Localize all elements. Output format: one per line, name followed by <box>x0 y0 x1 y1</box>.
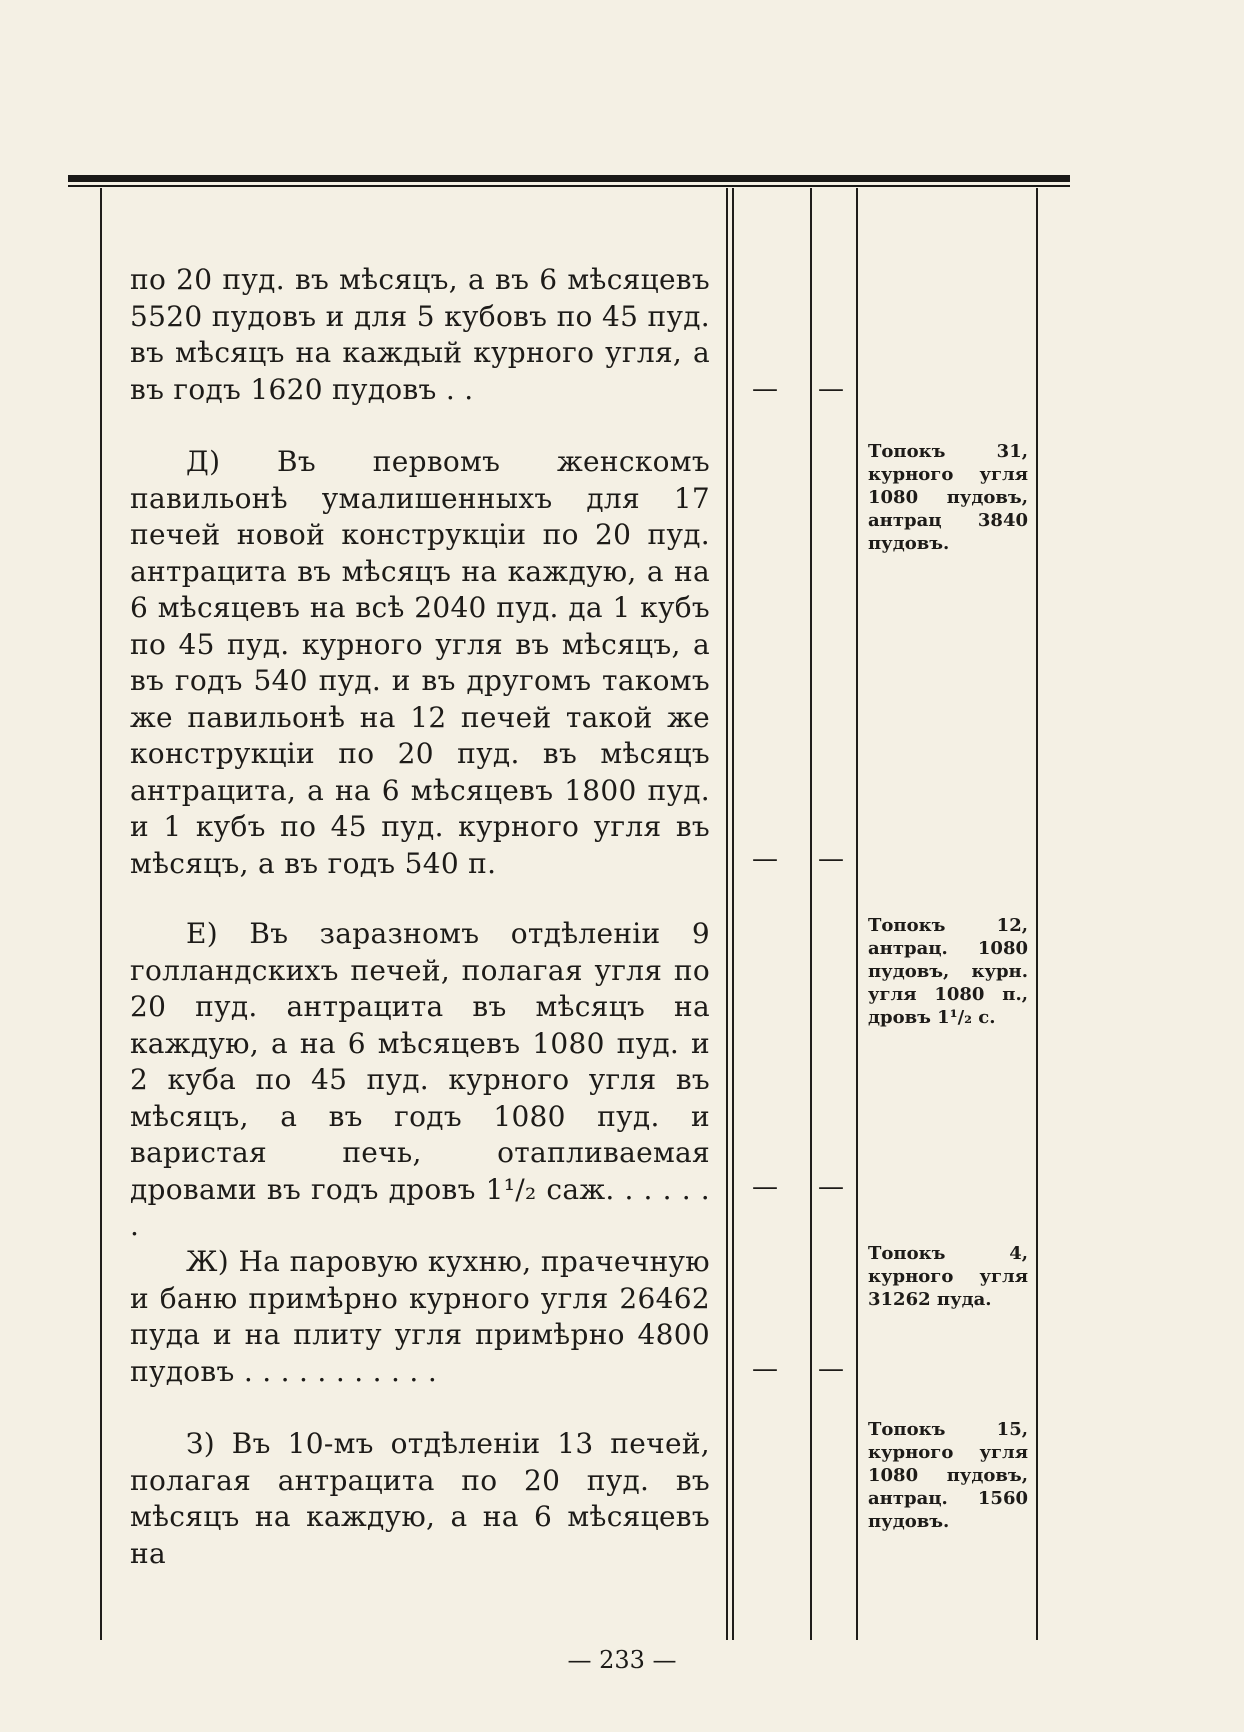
section-text: Ж) На паровую кухню, прачечную и баню примѣрно курного угля 26462 пуда и на плиту угля примѣрно 4800 пудовъ . . . . . . . . . . . <box>130 1245 710 1388</box>
margin-note-zh: Топокъ 4, курного угля 31262 пуда. <box>868 1243 1028 1310</box>
section-e <box>130 916 710 1245</box>
page-number: — 233 — <box>567 1646 677 1674</box>
margin-note-e: Топокъ 12, антрац. 1080 пудовъ, курн. угля 1080 п., дровъ 1¹/₂ с. <box>868 915 1028 1028</box>
margin-note-d: Топокъ 31, курного угля 1080 пудовъ, антрац 3840 пудовъ. <box>868 441 1028 554</box>
column-rule-main-1 <box>726 188 728 1640</box>
column-1-value: — <box>752 374 778 404</box>
column-rule-notes <box>856 188 858 1640</box>
column-rule-main-2 <box>732 188 734 1640</box>
section-zh <box>130 1244 710 1390</box>
column-2-value: — <box>818 844 844 874</box>
section-text: Д) Въ первомъ женскомъ павильонѣ умалишенныхъ для 17 печей новой конструкціи по 20 пуд. антрацита въ мѣсяцъ на каждую, а на 6 мѣсяцевъ на всѣ 2040 пуд. да 1 кубъ по 45 пуд. курного угля въ мѣсяцъ, а въ годъ 540 пуд. и въ другомъ такомъ же павильонѣ на 12 печей такой же конструкціи по 20 пуд. въ мѣсяцъ антрацита, а на 6 мѣсяцевъ 1800 пуд. и 1 кубъ по 45 пуд. курного угля въ мѣсяцъ, а въ годъ 540 п. <box>130 445 710 880</box>
column-rule-left <box>100 188 102 1640</box>
column-1-value: — <box>752 1354 778 1384</box>
section-text: по 20 пуд. въ мѣсяцъ, а въ 6 мѣсяцевъ 5520 пудовъ и для 5 кубовъ по 45 пуд. въ мѣсяцъ на каждый курного угля, а въ годъ 1620 пудовъ . . <box>130 263 710 406</box>
column-2-value: — <box>818 1354 844 1384</box>
column-1-value: — <box>752 1172 778 1202</box>
section-text: З) Въ 10-мъ отдѣленіи 13 печей, полагая антрацита по 20 пуд. въ мѣсяцъ на каждую, а на 6 мѣсяцевъ на <box>130 1427 710 1570</box>
column-rule-right <box>1036 188 1038 1640</box>
section-c-continued <box>130 262 710 408</box>
margin-note-z: Топокъ 15, курного угля 1080 пудовъ, антрац. 1560 пудовъ. <box>868 1419 1028 1532</box>
column-2-value: — <box>818 1172 844 1202</box>
column-rule-mid <box>810 188 812 1640</box>
section-text: Е) Въ заразномъ отдѣленіи 9 голландскихъ печей, полагая угля по 20 пуд. антрацита въ мѣсяцъ на каждую, а на 6 мѣсяцевъ 1080 пуд. и 2 куба по 45 пуд. курного угля въ мѣсяцъ, а въ годъ 1080 пуд. и варистая печь, отапливаемая дровами въ годъ дровъ 1¹/₂ саж. . . . . . . <box>130 917 710 1242</box>
section-z <box>130 1426 710 1572</box>
top-rule <box>68 175 1070 182</box>
column-1-value: — <box>752 844 778 874</box>
column-2-value: — <box>818 374 844 404</box>
section-d <box>130 444 710 882</box>
top-rule-thin <box>68 185 1070 187</box>
